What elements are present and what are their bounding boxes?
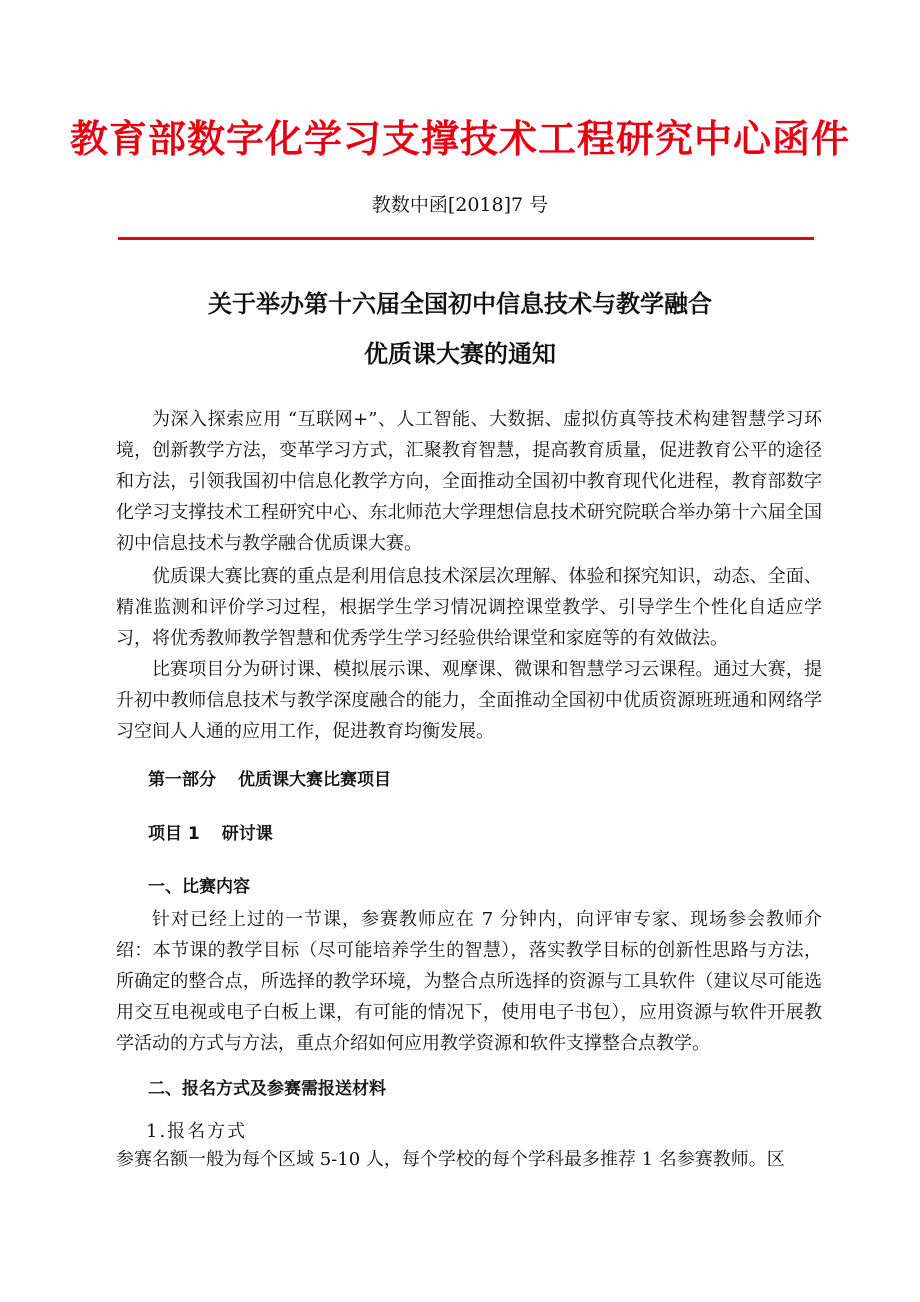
registration-method-heading: 1.报名方式 [146,1121,248,1142]
notice-title-line-2: 优质课大赛的通知 [364,340,556,368]
section-2-heading: 二、报名方式及参赛需报送材料 [148,1079,386,1099]
section-1-paragraph: 针对已经上过的一节课，参赛教师应在 7 分钟内，向评审专家、现场参会教师介绍：本节课的教学目标（尽可能培养学生的智慧），落实教学目标的创新性思路与方法，所确定的整合点，所选择的教学环境，为整合点所选择的资源与工具软件（建议尽可能选用交互电视或电子白板上课，有可能的情况下，使用电子书包），应用资源与软件开展教学活动的方式与方法，重点介绍如何应用教学资源和软件支撑整合点教学。 [116,909,822,1054]
registration-paragraph: 参赛名额一般为每个区域 5-10 人，每个学校的每个学科最多推荐 1 名参赛教师。区 [116,1149,785,1170]
letterhead-title: 教育部数字化学习支撑技术工程研究中心函件 [69,117,850,161]
focus-paragraph: 优质课大赛比赛的重点是利用信息技术深层次理解、体验和探究知识，动态、全面、精准监测和评价学习过程，根据学生学习情况调控课堂教学、引导学生个性化自适应学习，将优秀教师教学智慧和优秀学生学习经验供给课堂和家庭等的有效做法。 [116,566,822,649]
intro-paragraph: 为深入探索应用 “互联网+”、人工智能、大数据、虚拟仿真等技术构建智慧学习环境，创新教学方法，变革学习方式，汇聚教育智慧，提高教育质量，促进教育公平的途径和方法，引领我国初中信息化教学方向，全面推动全国初中教育现代化进程，教育部数字化学习支撑技术工程研究中心、东北师范大学理想信息技术研究院联合举办第十六届全国初中信息技术与教学融合优质课大赛。 [116,409,822,554]
letterhead-divider [118,237,814,240]
project-label: 项目 1 [148,824,200,844]
notice-title-line-1: 关于举办第十六届全国初中信息技术与教学融合 [208,290,712,318]
project-heading [148,819,273,844]
projects-paragraph: 比赛项目分为研讨课、模拟展示课、观摩课、微课和智慧学习云课程。通过大赛，提升初中教师信息技术与教学深度融合的能力，全面推动全国初中优质资源班班通和网络学习空间人人通的应用工作，促进教育均衡发展。 [116,659,822,742]
part-label: 第一部分 [148,770,216,790]
part-title: 优质课大赛比赛项目 [238,770,391,790]
section-1-heading: 一、比赛内容 [148,877,250,897]
document-number: 教数中函[2018]7 号 [371,194,549,216]
project-title: 研讨课 [221,824,273,844]
part-heading [148,765,391,790]
